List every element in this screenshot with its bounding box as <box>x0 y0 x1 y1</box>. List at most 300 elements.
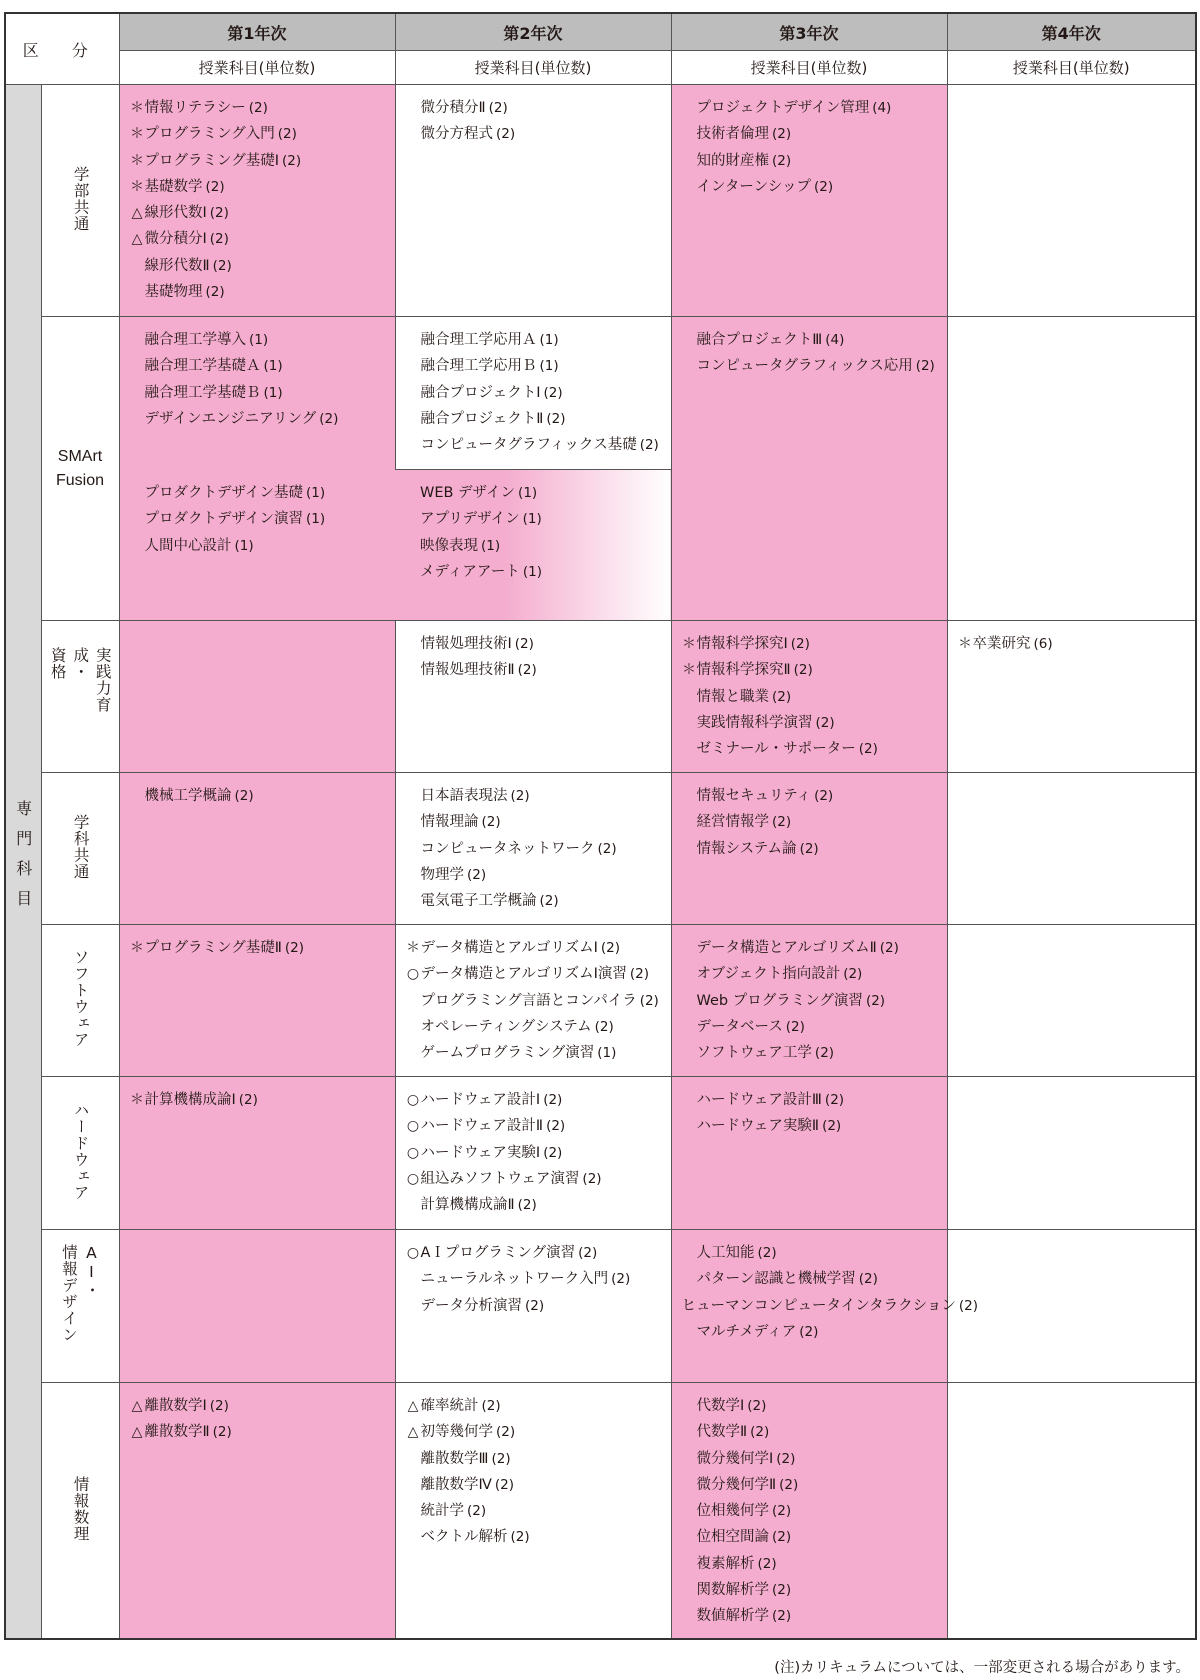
course-credits: (2) <box>525 1297 545 1314</box>
cell-hardware-y3 <box>671 1077 947 1230</box>
course-mark: ＊ <box>130 100 144 116</box>
course-item <box>682 148 947 174</box>
course-credits: (1) <box>305 485 326 501</box>
course-credits: (2) <box>814 788 834 804</box>
course-credits: (1) <box>522 563 543 580</box>
course-credits: (2) <box>772 152 792 169</box>
course-credits: (2) <box>772 1582 792 1599</box>
course-name: コンピュータグラフィックス応用 <box>696 358 913 375</box>
course-mark: ＊ <box>130 152 144 169</box>
course-credits: (2) <box>785 1018 805 1035</box>
course-mark: △ <box>131 205 143 222</box>
course-item <box>682 1040 947 1066</box>
course-item <box>405 559 671 585</box>
course-credits: (2) <box>238 1092 258 1108</box>
course-credits: (2) <box>467 866 487 883</box>
course-credits: (2) <box>843 966 863 983</box>
cell-jissen-y4 <box>947 621 1196 773</box>
course-credits: (2) <box>282 152 302 169</box>
course-name: プログラミング入門 <box>144 126 275 143</box>
course-mark: △ <box>131 1398 143 1414</box>
course-credits: (2) <box>514 636 534 652</box>
course-name: ハードウェア設計Ⅰ <box>420 1092 541 1108</box>
course-name: マルチメディア <box>696 1323 797 1340</box>
course-name: 線形代数Ⅱ <box>144 257 210 274</box>
course-credits: (2) <box>234 788 254 804</box>
course-credits: (2) <box>639 437 659 454</box>
course-credits: (2) <box>772 814 792 831</box>
course-item <box>406 1472 671 1498</box>
senmon-label-cell <box>5 85 41 1640</box>
course-item <box>682 1524 947 1550</box>
course-item <box>682 1551 947 1577</box>
course-name: 融合プロジェクトⅠ <box>420 384 541 401</box>
course-name: プログラミング基礎Ⅰ <box>144 152 279 169</box>
year-header-1: 第1年次 <box>119 13 395 51</box>
course-credits: (2) <box>858 741 878 758</box>
course-name: メディアアート <box>420 563 520 580</box>
course-item <box>682 353 947 379</box>
course-name: 映像表現 <box>420 537 478 554</box>
course-credits: (2) <box>958 1297 978 1314</box>
course-name: 情報セキュリティ <box>696 788 812 804</box>
category-hardware: ハードウェア <box>41 1077 119 1230</box>
category-smart-fusion: SMArt Fusion <box>41 317 119 621</box>
course-credits: (1) <box>597 1045 617 1062</box>
course-credits: (4) <box>872 100 892 116</box>
cell-software-y3 <box>671 925 947 1077</box>
course-item <box>405 480 671 506</box>
course-credits: (2) <box>814 1045 835 1062</box>
course-item <box>406 1240 671 1266</box>
subheader-2: 授業科目(単位数) <box>395 51 671 85</box>
course-name: 融合理工学基礎Ａ <box>144 358 261 375</box>
course-credits: (2) <box>772 1503 792 1520</box>
course-item <box>130 1419 395 1445</box>
course-item <box>406 809 671 835</box>
course-item <box>682 1577 947 1603</box>
course-item <box>406 783 671 809</box>
course-credits: (2) <box>510 1529 530 1546</box>
course-credits: (2) <box>209 1398 229 1414</box>
course-name: WEB デザイン <box>420 485 516 501</box>
course-item <box>130 533 396 559</box>
cell-jissen-y1 <box>119 621 395 773</box>
course-item <box>130 1087 395 1113</box>
course-name: 微分方程式 <box>420 126 493 143</box>
course-credits: (2) <box>496 126 516 143</box>
course-mark: △ <box>131 1424 143 1441</box>
course-credits: (1) <box>305 511 326 528</box>
course-mark: △ <box>407 1424 419 1441</box>
course-item <box>130 253 395 279</box>
course-credits: (2) <box>205 178 225 195</box>
course-name: 計算機構成論Ⅱ <box>420 1197 515 1214</box>
course-name: 経営情報学 <box>696 814 769 831</box>
course-mark: △ <box>131 231 143 248</box>
course-name: 基礎物理 <box>144 284 203 301</box>
category-gakubu: 学部共通 <box>41 85 119 317</box>
course-name: デザインエンジニアリング <box>144 410 317 427</box>
course-credits: (2) <box>248 100 268 116</box>
course-credits: (2) <box>772 1529 792 1546</box>
course-item <box>682 631 947 657</box>
senmon-label: 専門科目 <box>13 799 33 920</box>
course-item <box>682 174 947 200</box>
course-item <box>682 95 947 121</box>
course-name: パターン認識と機械学習 <box>696 1271 856 1288</box>
course-item <box>406 1140 671 1166</box>
course-name: 微分積分Ⅱ <box>420 100 486 116</box>
course-item <box>682 1419 947 1445</box>
course-name: 融合プロジェクトⅡ <box>420 410 544 427</box>
course-name: プログラミング基礎Ⅱ <box>144 940 282 956</box>
course-item <box>682 1240 947 1266</box>
course-name: 物理学 <box>420 866 464 883</box>
course-name: オブジェクト指向設計 <box>696 966 841 983</box>
course-item <box>130 121 395 147</box>
course-item <box>406 1419 671 1445</box>
course-name: インターンシップ <box>696 178 811 195</box>
course-name: AＩプログラミング演習 <box>420 1245 576 1261</box>
cell-smart-y2a <box>395 317 671 470</box>
course-name: 複素解析 <box>696 1555 755 1572</box>
course-item <box>406 1393 671 1419</box>
course-credits: (2) <box>496 1424 516 1441</box>
course-name: 線形代数Ⅰ <box>144 205 207 222</box>
course-credits: (2) <box>209 231 229 248</box>
course-credits: (2) <box>467 1503 487 1520</box>
course-mark: ○ <box>406 1170 420 1187</box>
course-name: ハードウェア実験Ⅰ <box>420 1144 541 1161</box>
course-name: 情報処理技術Ⅰ <box>420 636 512 652</box>
course-credits: (2) <box>284 940 304 956</box>
course-item <box>682 1087 947 1113</box>
course-item <box>130 506 396 532</box>
category-ai: AI・ 情報デザイン <box>41 1230 119 1383</box>
subheader-1: 授業科目(単位数) <box>119 51 395 85</box>
course-item <box>406 1192 671 1218</box>
course-item <box>682 1498 947 1524</box>
course-item <box>406 961 671 987</box>
course-credits: (2) <box>578 1245 598 1261</box>
course-name: 組込みソフトウェア演習 <box>420 1170 580 1187</box>
course-item <box>405 506 671 532</box>
course-name: 離散数学Ⅲ <box>420 1450 489 1467</box>
course-item <box>682 684 947 710</box>
cell-ai-y2 <box>395 1230 671 1383</box>
course-mark: ＊ <box>406 940 420 956</box>
cell-smart-y1a <box>119 317 395 470</box>
cell-smart-y3 <box>671 317 947 621</box>
course-name: 卒業研究 <box>972 636 1031 652</box>
course-name: 人間中心設計 <box>144 537 232 554</box>
course-name: 情報リテラシー <box>144 100 246 116</box>
curriculum-table <box>4 12 1197 1640</box>
year-header-3: 第3年次 <box>671 13 947 51</box>
cell-software-y4 <box>947 925 1196 1077</box>
course-item <box>406 1040 671 1066</box>
course-name: 情報システム論 <box>696 840 797 857</box>
course-item <box>130 1393 395 1419</box>
cell-gakka-y4 <box>947 773 1196 925</box>
course-name: ハードウェア実験Ⅱ <box>696 1118 820 1135</box>
course-credits: (2) <box>879 940 899 956</box>
cell-software-y2 <box>395 925 671 1077</box>
course-name: 微分積分Ⅰ <box>144 231 207 248</box>
course-name: ソフトウェア工学 <box>696 1045 812 1062</box>
course-name: 情報科学探究Ⅰ <box>696 636 788 652</box>
course-credits: (2) <box>543 1092 563 1108</box>
course-name: オペレーティングシステム <box>420 1018 592 1035</box>
course-item <box>681 1293 978 1319</box>
course-name: データ構造とアルゴリズムⅡ <box>696 940 877 956</box>
category-gakka: 学科共通 <box>41 773 119 925</box>
course-mark: ＊ <box>682 636 696 652</box>
course-credits: (2) <box>757 1245 777 1261</box>
course-credits: (2) <box>517 1197 537 1214</box>
cell-suuri-y3 <box>671 1383 947 1640</box>
course-item <box>405 533 671 559</box>
course-credits: (2) <box>639 992 659 1009</box>
category-jissen: 実践力育成・ 資格 <box>41 621 119 773</box>
course-name: 離散数学Ⅳ <box>420 1476 492 1493</box>
course-item <box>406 862 671 888</box>
course-credits: (2) <box>747 1398 767 1414</box>
course-item <box>406 631 671 657</box>
course-name: ゼミナール・サポーター <box>696 741 856 758</box>
course-item <box>406 95 671 121</box>
course-name: 融合理工学応用Ｂ <box>420 358 537 375</box>
course-name: 融合理工学応用Ａ <box>420 332 537 348</box>
course-name: 融合プロジェクトⅢ <box>696 332 823 348</box>
course-item <box>406 327 671 353</box>
course-credits: (2) <box>510 788 530 804</box>
cell-ai-y1 <box>119 1230 395 1383</box>
course-credits: (2) <box>772 688 792 705</box>
course-credits: (2) <box>815 714 835 731</box>
course-item <box>406 1113 671 1139</box>
course-name: 情報と職業 <box>696 688 769 705</box>
course-credits: (2) <box>772 126 792 143</box>
subheader-3: 授業科目(単位数) <box>671 51 947 85</box>
course-item <box>682 1472 947 1498</box>
course-item <box>682 327 947 353</box>
course-mark: ＊ <box>130 940 144 956</box>
course-credits: (2) <box>212 257 232 274</box>
course-name: 情報処理技術Ⅱ <box>420 662 515 679</box>
course-item <box>406 1166 671 1192</box>
course-item <box>682 1113 947 1139</box>
course-credits: (2) <box>582 1170 602 1187</box>
course-credits: (1) <box>481 537 501 554</box>
course-name: アプリデザイン <box>420 511 520 528</box>
course-credits: (2) <box>629 966 650 983</box>
course-name: 融合理工学基礎Ｂ <box>144 384 261 401</box>
course-mark: ○ <box>406 1118 420 1135</box>
course-credits: (2) <box>212 1424 232 1441</box>
course-credits: (2) <box>822 1118 842 1135</box>
course-credits: (2) <box>517 662 537 679</box>
course-credits: (6) <box>1033 636 1053 652</box>
course-name: ゲームプログラミング演習 <box>420 1045 595 1062</box>
course-mark: ○ <box>406 1144 420 1161</box>
course-item <box>130 148 395 174</box>
course-item <box>130 380 395 406</box>
course-name: プログラミング言語とコンパイラ <box>420 992 637 1009</box>
course-item <box>682 836 947 862</box>
course-credits: (2) <box>772 1608 792 1625</box>
course-name: ヒューマンコンピュータインタラクション <box>681 1297 956 1314</box>
course-credits: (2) <box>813 178 834 195</box>
course-credits: (2) <box>539 893 559 910</box>
cell-gakubu-y3 <box>671 85 947 317</box>
course-credits: (2) <box>858 1271 878 1288</box>
course-name: 融合理工学導入 <box>144 332 246 348</box>
course-name: 基礎数学 <box>144 178 203 195</box>
course-name: プロダクトデザイン基礎 <box>144 485 303 501</box>
year-header-4: 第4年次 <box>947 13 1196 51</box>
course-credits: (1) <box>518 485 538 501</box>
course-credits: (2) <box>865 992 886 1009</box>
course-name: 統計学 <box>420 1503 464 1520</box>
course-item <box>406 888 671 914</box>
course-credits: (1) <box>263 384 283 401</box>
course-credits: (2) <box>600 940 621 956</box>
course-name: 情報科学探究Ⅱ <box>696 662 791 679</box>
course-name: ニューラルネットワーク入門 <box>420 1271 609 1288</box>
cell-gakka-y3 <box>671 773 947 925</box>
course-credits: (2) <box>824 1092 845 1108</box>
course-mark: ○ <box>406 1245 420 1261</box>
course-item <box>682 1603 947 1629</box>
course-mark: ＊ <box>958 636 972 652</box>
course-name: ハードウェア設計Ⅲ <box>696 1092 822 1108</box>
course-name: 実践情報科学演習 <box>696 714 813 731</box>
course-item <box>682 988 947 1014</box>
cell-suuri-y4 <box>947 1383 1196 1640</box>
course-item <box>406 1498 671 1524</box>
course-item <box>406 406 671 432</box>
course-name: コンピュータネットワーク <box>420 840 595 857</box>
course-name: プロジェクトデザイン管理 <box>696 100 870 116</box>
course-credits: (2) <box>494 1476 515 1493</box>
course-item <box>682 710 947 736</box>
course-item <box>682 1266 947 1292</box>
kubun-header: 区 分 <box>5 13 119 85</box>
course-item <box>682 1393 947 1419</box>
course-item <box>130 200 395 226</box>
course-item <box>406 432 671 458</box>
course-name: 位相空間論 <box>696 1529 769 1546</box>
cell-software-y1 <box>119 925 395 1077</box>
course-name: 代数学Ⅱ <box>696 1424 748 1441</box>
course-credits: (2) <box>491 1450 511 1467</box>
course-name: 位相幾何学 <box>696 1503 769 1520</box>
course-mark: ○ <box>406 1092 420 1108</box>
course-name: 確率統計 <box>420 1398 479 1414</box>
course-name: 人工知能 <box>696 1245 755 1261</box>
course-credits: (2) <box>319 410 339 427</box>
course-item <box>406 988 671 1014</box>
course-name: 数値解析学 <box>696 1608 769 1625</box>
course-name: 電気電子工学概論 <box>420 893 537 910</box>
course-mark: ＊ <box>130 1092 144 1108</box>
course-mark: △ <box>407 1398 419 1414</box>
category-software: ソフトウェア <box>41 925 119 1077</box>
course-name: 機械工学概論 <box>144 788 232 804</box>
course-mark: ＊ <box>130 126 144 143</box>
course-name: 技術者倫理 <box>696 126 769 143</box>
course-credits: (2) <box>597 840 617 857</box>
course-item <box>406 1266 671 1292</box>
course-name: コンピュータグラフィックス基礎 <box>420 437 637 454</box>
course-credits: (2) <box>209 205 229 222</box>
course-name: データ構造とアルゴリズムⅠ演習 <box>420 966 627 983</box>
cell-hardware-y2 <box>395 1077 671 1230</box>
course-credits: (2) <box>915 358 935 375</box>
course-item <box>682 736 947 762</box>
course-item <box>682 121 947 147</box>
course-name: 微分幾何学Ⅱ <box>696 1476 777 1493</box>
course-credits: (2) <box>757 1555 777 1572</box>
course-credits: (2) <box>750 1424 770 1441</box>
cell-hardware-y1 <box>119 1077 395 1230</box>
course-credits: (2) <box>546 410 566 427</box>
course-item <box>406 1087 671 1113</box>
course-mark: ○ <box>406 966 420 983</box>
course-credits: (2) <box>543 1144 563 1161</box>
course-credits: (2) <box>779 1476 799 1493</box>
course-credits: (2) <box>793 662 813 679</box>
course-credits: (4) <box>825 332 845 348</box>
course-name: 初等幾何学 <box>420 1424 493 1441</box>
course-name: 関数解析学 <box>696 1582 769 1599</box>
cell-ai-y4 <box>947 1230 1196 1383</box>
course-item <box>406 1014 671 1040</box>
course-name: 離散数学Ⅰ <box>144 1398 207 1414</box>
course-credits: (1) <box>539 332 559 348</box>
course-credits: (2) <box>799 1323 819 1340</box>
year-header-2: 第2年次 <box>395 13 671 51</box>
course-credits: (2) <box>543 384 563 401</box>
course-credits: (1) <box>263 358 283 375</box>
cell-gakubu-y2 <box>395 85 671 317</box>
course-item <box>958 631 1196 657</box>
course-item <box>406 1293 671 1319</box>
course-credits: (2) <box>205 284 225 301</box>
course-item <box>682 935 947 961</box>
cell-jissen-y3 <box>671 621 947 773</box>
course-name: 計算機構成論Ⅰ <box>144 1092 236 1108</box>
course-item <box>682 783 947 809</box>
cell-suuri-y1 <box>119 1383 395 1640</box>
course-item <box>130 174 395 200</box>
course-item <box>682 809 947 835</box>
subheader-4: 授業科目(単位数) <box>947 51 1196 85</box>
course-item <box>130 783 395 809</box>
course-name: 知的財産権 <box>696 152 769 169</box>
course-name: データベース <box>696 1018 783 1035</box>
course-item <box>682 657 947 683</box>
course-item <box>682 1446 947 1472</box>
cell-smart-y12b <box>119 470 671 621</box>
course-credits: (2) <box>799 840 819 857</box>
course-mark: ＊ <box>682 662 696 679</box>
course-item <box>130 353 395 379</box>
course-name: プロダクトデザイン演習 <box>144 511 303 528</box>
course-item <box>130 935 395 961</box>
